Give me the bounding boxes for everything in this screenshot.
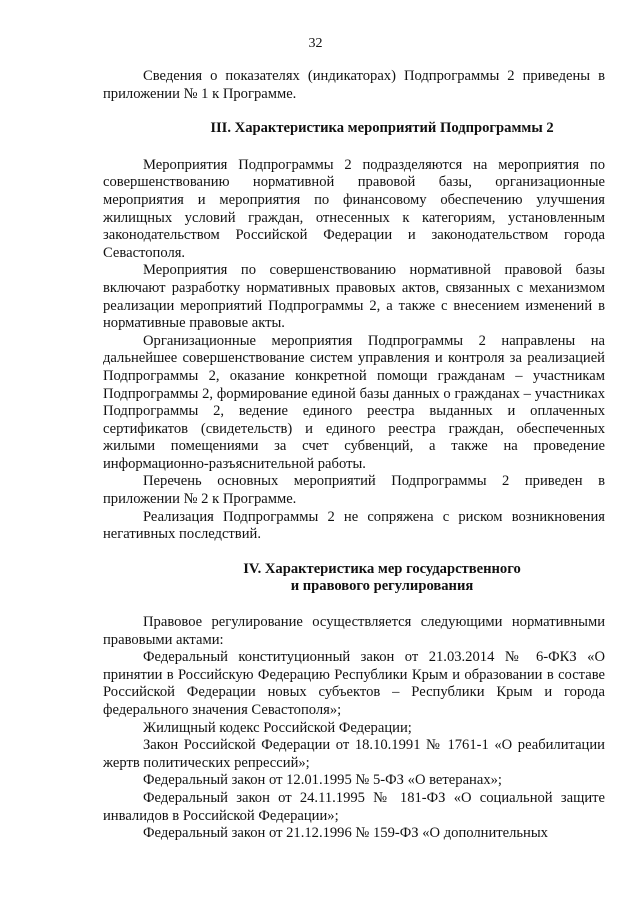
section-3-paragraph: Мероприятия по совершенствованию нормативной правовой базы включают разработку нормативных правовых актов, связанных с механизмом реализации мероприятий Подпрограммы 2, а также с внесением изменений в нормативные правовые акты. bbox=[103, 262, 605, 332]
section-3-heading: III. Характеристика мероприятий Подпрограммы 2 bbox=[210, 120, 554, 137]
page-content bbox=[103, 68, 605, 843]
section-4-paragraph: Правовое регулирование осуществляется следующими нормативными правовыми актами: bbox=[103, 614, 605, 648]
legal-act-item: Федеральный закон от 12.01.1995 № 5-ФЗ «О ветеранах»; bbox=[143, 772, 502, 789]
section-4-heading-line-1: IV. Характеристика мер государственного bbox=[243, 560, 521, 577]
section-4-heading-line-2: и правового регулирования bbox=[290, 578, 474, 595]
legal-act-item: Федеральный закон от 21.12.1996 № 159-ФЗ «О дополнительных bbox=[143, 825, 548, 842]
section-3-paragraph: Мероприятия Подпрограммы 2 подразделяются на мероприятия по совершенствованию нормативной правовой базы, организационные мероприятия и мероприятия по финансовому обеспечению улучшения жилищных условий граждан, отнесенных к категориям, установленным законодательством Российской Федерации и законодательством города Севастополя. bbox=[103, 156, 605, 261]
indicators-paragraph: Сведения о показателях (индикаторах) Подпрограммы 2 приведены в приложении № 1 к Программе. bbox=[103, 68, 605, 102]
legal-act-item: Закон Российской Федерации от 18.10.1991 № 1761-1 «О реабилитации жертв политических репрессий»; bbox=[103, 737, 605, 771]
page-number: 32 bbox=[308, 36, 323, 51]
legal-act-item: Федеральный конституционный закон от 21.03.2014 № 6-ФКЗ «О принятии в Российскую Федерацию Республики Крым и образовании в составе Российской Федерации новых субъектов – Республики Крым и города федерального значения Севастополя»; bbox=[103, 649, 605, 718]
legal-act-item: Федеральный закон от 24.11.1995 № 181-ФЗ «О социальной защите инвалидов в Российской Федерации»; bbox=[103, 789, 605, 824]
legal-act-item: Жилищный кодекс Российской Федерации; bbox=[143, 719, 412, 736]
section-3-paragraph: Перечень основных мероприятий Подпрограммы 2 приведен в приложении № 2 к Программе. bbox=[103, 473, 605, 508]
section-3-paragraph: Организационные мероприятия Подпрограммы 2 направлены на дальнейшее совершенствование систем управления и контроля за реализацией Подпрограммы 2, оказание конкретной помощи гражданам – участникам Подпрограммы 2, формирование единой базы данных о гражданах – участниках Подпрограммы 2, ведение единого реестра выданных и оплаченных сертификатов (свидетельств) и единого реестра граждан, обеспеченных жилыми помещениями за счет субвенций, а также на проведение информационно-разъяснительной работы. bbox=[103, 332, 605, 472]
section-3-paragraph: Реализация Подпрограммы 2 не сопряжена с риском возникновения негативных последствий. bbox=[103, 508, 605, 543]
